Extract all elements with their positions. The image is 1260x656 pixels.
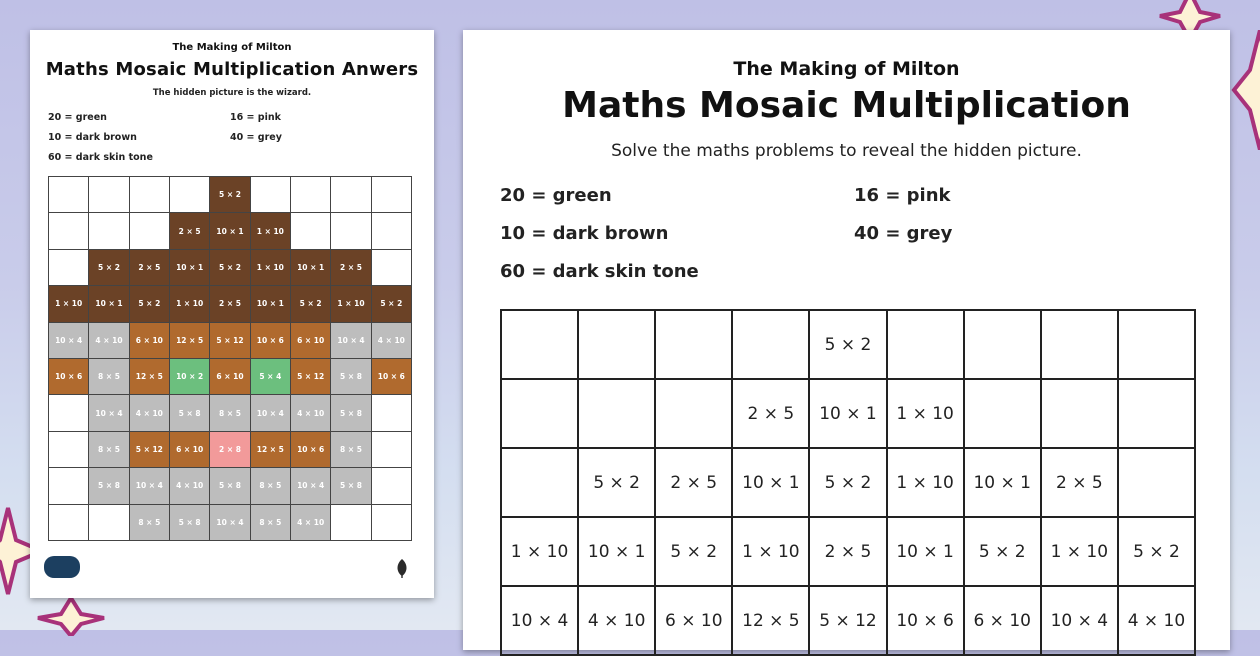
- answer-grid-cell: [291, 213, 331, 249]
- answer-grid-cell: 5 × 2: [372, 286, 412, 322]
- answer-grid-cell: 12 × 5: [130, 359, 170, 395]
- answer-grid-cell: 8 × 5: [251, 505, 291, 541]
- worksheet-grid-cell: [888, 311, 965, 380]
- worksheet-grid-cell: 6 × 10: [656, 587, 733, 656]
- answer-grid-cell: 5 × 12: [130, 432, 170, 468]
- answer-grid-cell: [49, 250, 89, 286]
- answer-grid-cell: 1 × 10: [251, 250, 291, 286]
- worksheet-grid-cell: [1119, 449, 1196, 518]
- answer-grid-cell: [49, 213, 89, 249]
- worksheet-grid-cell: [1119, 311, 1196, 380]
- answer-grid-cell: 6 × 10: [130, 323, 170, 359]
- answer-sheet-subtitle: The Making of Milton: [172, 42, 292, 53]
- worksheet-grid-cell: [1042, 311, 1119, 380]
- color-key-item: 16 = pink: [230, 112, 281, 123]
- worksheet-grid-cell: 5 × 2: [810, 449, 887, 518]
- answer-grid-cell: 5 × 2: [291, 286, 331, 322]
- answer-grid-cell: [89, 213, 129, 249]
- worksheet-grid-cell: [1042, 380, 1119, 449]
- answer-grid-cell: 4 × 10: [170, 468, 210, 504]
- worksheet-grid-cell: 1 × 10: [888, 449, 965, 518]
- answer-grid-cell: [49, 468, 89, 504]
- color-key-item: 60 = dark skin tone: [500, 261, 699, 282]
- answer-grid-cell: [130, 177, 170, 213]
- worksheet-grid-cell: 5 × 2: [810, 311, 887, 380]
- answer-grid-cell: 10 × 4: [331, 323, 371, 359]
- answer-grid-cell: 10 × 6: [49, 359, 89, 395]
- answer-grid-cell: 10 × 6: [251, 323, 291, 359]
- worksheet-grid-cell: [656, 380, 733, 449]
- answer-grid-cell: 12 × 5: [251, 432, 291, 468]
- answer-grid-cell: [251, 177, 291, 213]
- answer-grid-cell: [372, 432, 412, 468]
- answer-grid-cell: 2 × 5: [210, 286, 250, 322]
- answer-grid-cell: 10 × 1: [210, 213, 250, 249]
- answer-grid-cell: 4 × 10: [291, 505, 331, 541]
- answer-grid-cell: [130, 213, 170, 249]
- answer-grid-cell: 1 × 10: [49, 286, 89, 322]
- answer-grid-cell: 5 × 8: [210, 468, 250, 504]
- answer-sheet-title: Maths Mosaic Multiplication Anwers: [45, 59, 419, 80]
- worksheet-grid-cell: 5 × 2: [579, 449, 656, 518]
- answer-grid-cell: [331, 213, 371, 249]
- worksheet-grid-cell: 10 × 4: [502, 587, 579, 656]
- answer-grid-cell: 2 × 5: [331, 250, 371, 286]
- answer-grid-cell: 5 × 2: [210, 177, 250, 213]
- answer-grid-cell: [49, 395, 89, 431]
- worksheet-grid-cell: [1119, 380, 1196, 449]
- answer-grid-cell: 4 × 10: [291, 395, 331, 431]
- answer-grid-cell: 5 × 8: [89, 468, 129, 504]
- worksheet-page: [463, 30, 1230, 650]
- answer-grid-cell: [49, 177, 89, 213]
- answer-sheet-note: The hidden picture is the wizard.: [152, 88, 312, 98]
- worksheet-subtitle: The Making of Milton: [733, 58, 960, 80]
- worksheet-title: Maths Mosaic Multiplication: [562, 85, 1131, 126]
- worksheet-grid-cell: 10 × 1: [810, 380, 887, 449]
- worksheet-grid-cell: 2 × 5: [810, 518, 887, 587]
- worksheet-instructions: Solve the maths problems to reveal the hidden picture.: [611, 141, 1082, 161]
- answer-grid-cell: 5 × 12: [210, 323, 250, 359]
- answer-grid-cell: 10 × 4: [251, 395, 291, 431]
- answer-grid-cell: 10 × 1: [89, 286, 129, 322]
- answer-sheet-page: [30, 30, 434, 598]
- answer-grid-cell: 5 × 12: [291, 359, 331, 395]
- answer-grid-cell: 8 × 5: [89, 432, 129, 468]
- worksheet-grid-cell: [579, 380, 656, 449]
- answer-grid-cell: [331, 177, 371, 213]
- worksheet-grid-cell: 10 × 1: [733, 449, 810, 518]
- color-key-item: 10 = dark brown: [500, 223, 669, 244]
- answer-grid-cell: 4 × 10: [89, 323, 129, 359]
- color-key-item: 40 = grey: [854, 223, 953, 244]
- answer-grid-cell: 10 × 4: [210, 505, 250, 541]
- answer-grid-cell: 2 × 5: [170, 213, 210, 249]
- worksheet-grid-cell: [502, 380, 579, 449]
- answer-grid-cell: 6 × 10: [210, 359, 250, 395]
- answer-grid-cell: 4 × 10: [130, 395, 170, 431]
- worksheet-grid-cell: 1 × 10: [733, 518, 810, 587]
- answer-grid-cell: 2 × 5: [130, 250, 170, 286]
- answer-grid-cell: [372, 250, 412, 286]
- answer-grid-cell: 6 × 10: [291, 323, 331, 359]
- worksheet-grid-cell: 10 × 4: [1042, 587, 1119, 656]
- worksheet-grid-cell: 2 × 5: [733, 380, 810, 449]
- worksheet-grid-cell: 5 × 12: [810, 587, 887, 656]
- worksheet-grid-cell: 10 × 1: [965, 449, 1042, 518]
- worksheet-grid-cell: 5 × 2: [656, 518, 733, 587]
- answer-grid-cell: 10 × 4: [291, 468, 331, 504]
- worksheet-grid-cell: 10 × 1: [579, 518, 656, 587]
- worksheet-grid-cell: 1 × 10: [502, 518, 579, 587]
- answer-grid-cell: 1 × 10: [170, 286, 210, 322]
- answer-grid-cell: 10 × 2: [170, 359, 210, 395]
- answer-grid-cell: 10 × 4: [130, 468, 170, 504]
- answer-grid-cell: 8 × 5: [210, 395, 250, 431]
- answer-grid-cell: 4 × 10: [372, 323, 412, 359]
- answer-grid-cell: 8 × 5: [130, 505, 170, 541]
- answer-grid-cell: [372, 395, 412, 431]
- worksheet-grid-cell: 4 × 10: [579, 587, 656, 656]
- answer-grid-cell: 1 × 10: [251, 213, 291, 249]
- answer-grid-cell: 6 × 10: [170, 432, 210, 468]
- worksheet-grid-cell: [579, 311, 656, 380]
- color-key-item: 16 = pink: [854, 185, 951, 206]
- worksheet-grid-cell: 2 × 5: [1042, 449, 1119, 518]
- worksheet-grid-cell: 1 × 10: [1042, 518, 1119, 587]
- color-key-item: 20 = green: [500, 185, 612, 206]
- worksheet-grid-cell: [733, 311, 810, 380]
- worksheet-grid-cell: 12 × 5: [733, 587, 810, 656]
- answer-grid-cell: 5 × 8: [331, 359, 371, 395]
- worksheet-grid-cell: 10 × 1: [888, 518, 965, 587]
- answer-grid-cell: [372, 177, 412, 213]
- answer-mosaic-grid: [48, 176, 412, 541]
- answer-grid-cell: [170, 177, 210, 213]
- worksheet-grid-cell: [965, 311, 1042, 380]
- answer-grid-cell: 5 × 8: [331, 468, 371, 504]
- answer-grid-cell: 1 × 10: [331, 286, 371, 322]
- answer-grid-cell: [331, 505, 371, 541]
- answer-grid-cell: [372, 505, 412, 541]
- answer-grid-cell: 5 × 2: [210, 250, 250, 286]
- answer-grid-cell: 5 × 8: [170, 505, 210, 541]
- worksheet-grid-cell: 2 × 5: [656, 449, 733, 518]
- color-key-item: 60 = dark skin tone: [48, 152, 153, 163]
- answer-grid-cell: 10 × 1: [251, 286, 291, 322]
- answer-grid-cell: 12 × 5: [170, 323, 210, 359]
- answer-grid-cell: [49, 432, 89, 468]
- answer-grid-cell: 10 × 4: [89, 395, 129, 431]
- answer-grid-cell: 10 × 1: [291, 250, 331, 286]
- worksheet-grid-cell: 6 × 10: [965, 587, 1042, 656]
- answer-grid-cell: 8 × 5: [89, 359, 129, 395]
- worksheet-grid-cell: [656, 311, 733, 380]
- leaf-logo-icon: [394, 558, 410, 578]
- color-key-item: 20 = green: [48, 112, 107, 123]
- sparkle-icon: [36, 596, 106, 636]
- answer-grid-cell: 5 × 2: [89, 250, 129, 286]
- answer-grid-cell: 2 × 8: [210, 432, 250, 468]
- sparkle-icon: [1230, 30, 1260, 150]
- worksheet-grid-cell: 5 × 2: [965, 518, 1042, 587]
- worksheet-grid-cell: [965, 380, 1042, 449]
- worksheet-mosaic-grid: [500, 309, 1196, 656]
- answer-grid-cell: 8 × 5: [251, 468, 291, 504]
- worksheet-grid-cell: 5 × 2: [1119, 518, 1196, 587]
- answer-grid-cell: [89, 505, 129, 541]
- answer-grid-cell: 10 × 6: [291, 432, 331, 468]
- worksheet-grid-cell: 10 × 6: [888, 587, 965, 656]
- publisher-logo: [44, 556, 80, 578]
- answer-grid-cell: 5 × 2: [130, 286, 170, 322]
- color-key-item: 10 = dark brown: [48, 132, 137, 143]
- answer-grid-cell: 5 × 8: [170, 395, 210, 431]
- worksheet-grid-cell: [502, 311, 579, 380]
- answer-grid-cell: 10 × 1: [170, 250, 210, 286]
- answer-grid-cell: [372, 213, 412, 249]
- color-key-item: 40 = grey: [230, 132, 282, 143]
- answer-grid-cell: [372, 468, 412, 504]
- answer-grid-cell: 10 × 6: [372, 359, 412, 395]
- answer-grid-cell: [291, 177, 331, 213]
- answer-grid-cell: [49, 505, 89, 541]
- worksheet-grid-cell: [502, 449, 579, 518]
- answer-grid-cell: 5 × 4: [251, 359, 291, 395]
- worksheet-grid-cell: 4 × 10: [1119, 587, 1196, 656]
- worksheet-grid-cell: 1 × 10: [888, 380, 965, 449]
- answer-grid-cell: 8 × 5: [331, 432, 371, 468]
- answer-grid-cell: 5 × 8: [331, 395, 371, 431]
- answer-grid-cell: 10 × 4: [49, 323, 89, 359]
- answer-grid-cell: [89, 177, 129, 213]
